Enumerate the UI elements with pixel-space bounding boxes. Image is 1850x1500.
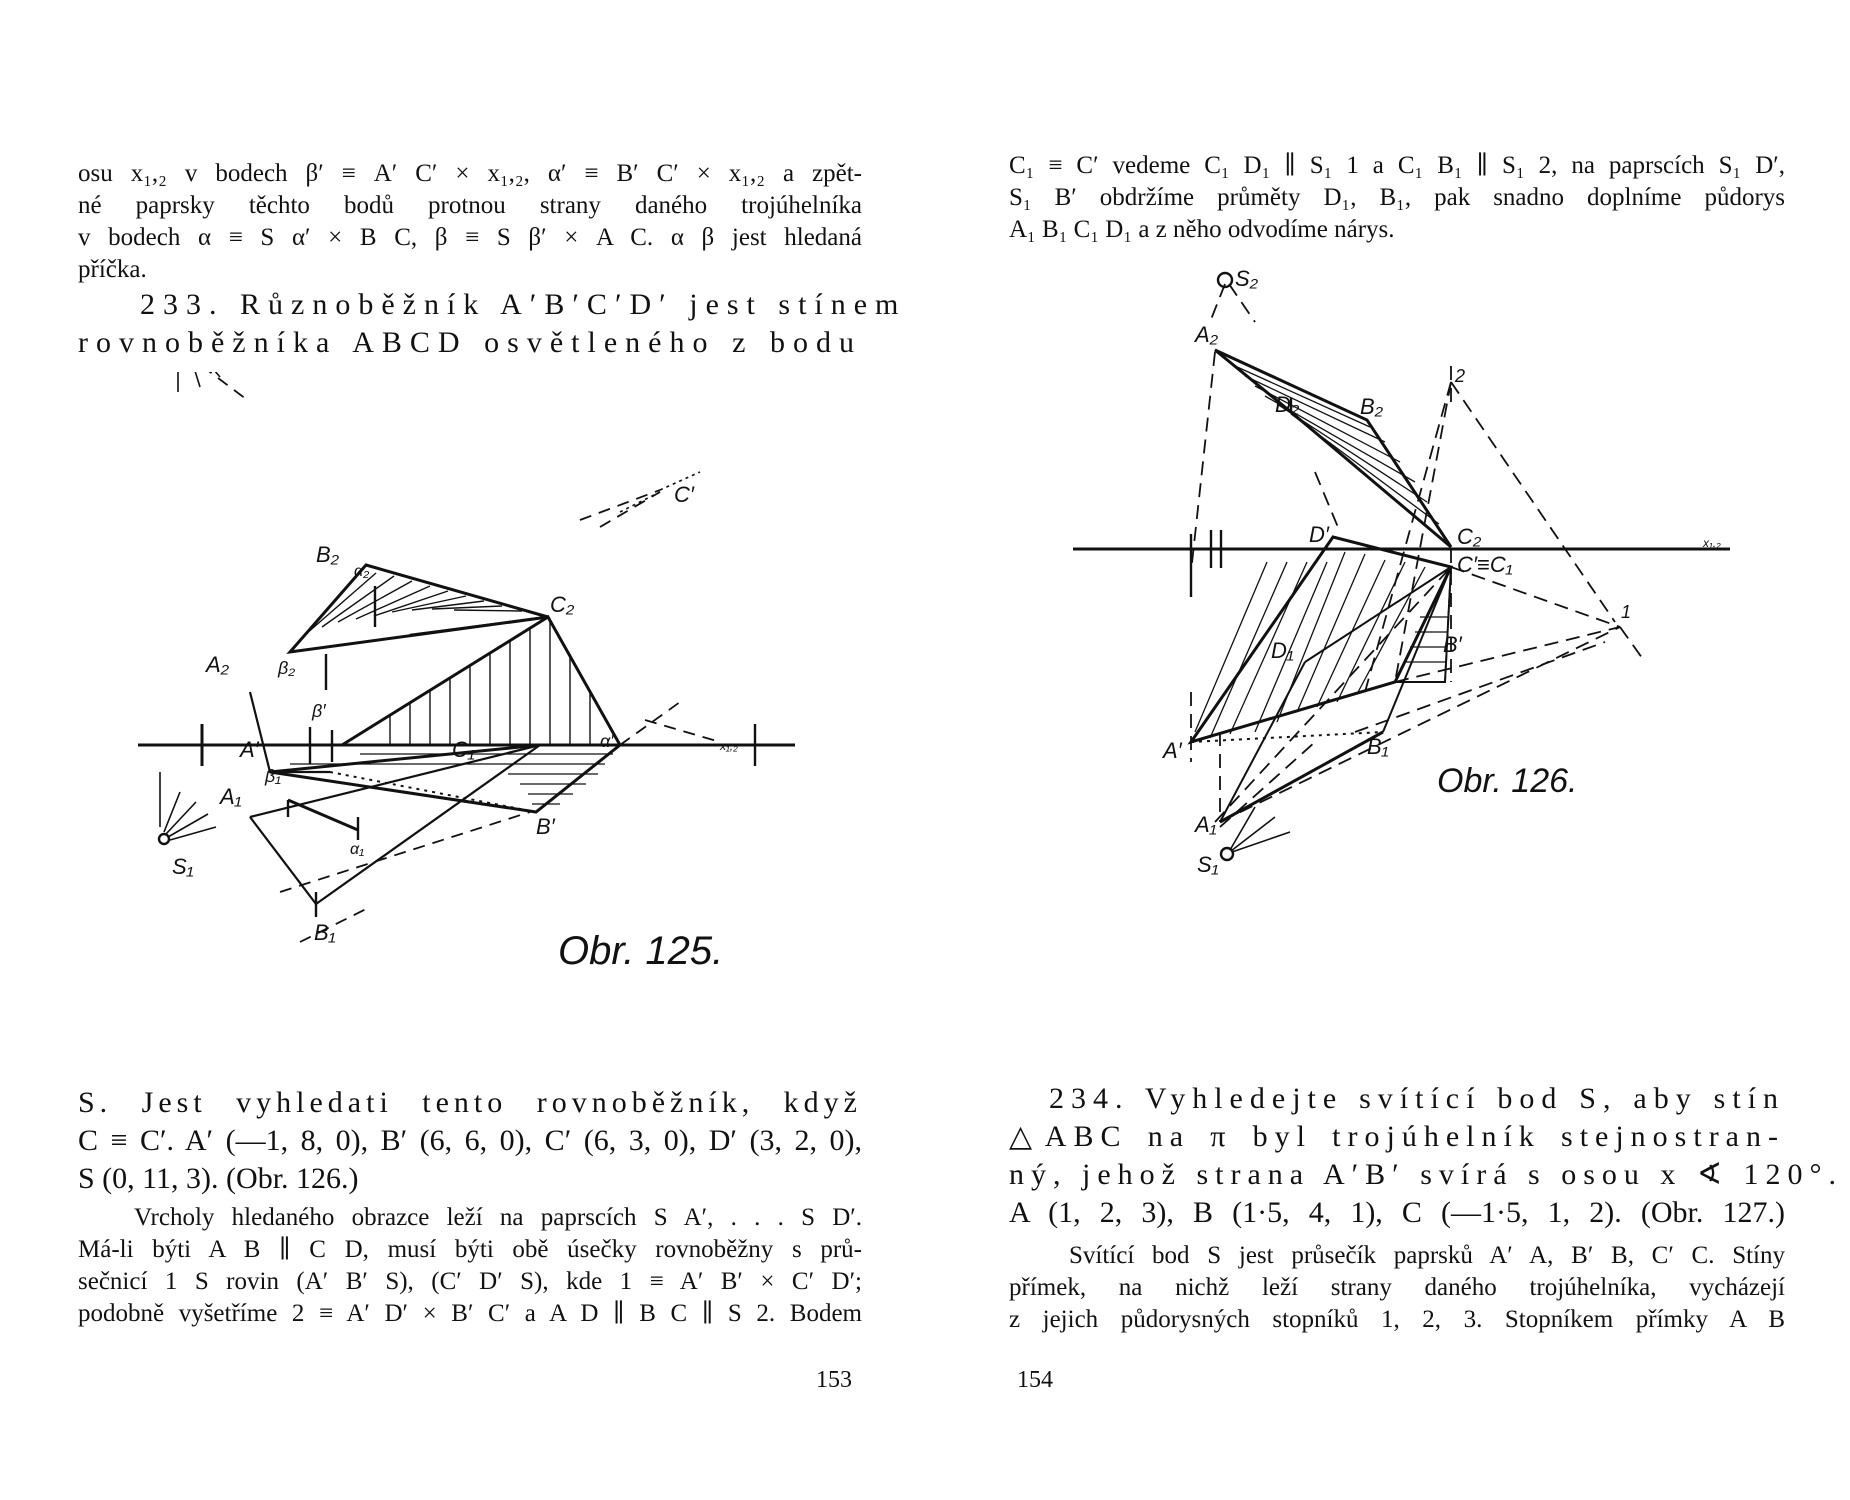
label-beta-prime: β′ — [312, 701, 326, 721]
problem-233-line: rovnoběžníka ABCD osvětleného z bodu — [78, 326, 862, 359]
label-CpC1: C′≡C₁ — [1457, 552, 1513, 577]
figure-126-caption: Obr. 126. — [1437, 762, 1578, 800]
problem-234-line: △ABC na π byl trojúhelník stejnostran- — [1009, 1120, 1785, 1153]
text-line: podobně vyšetříme 2 ≡ A′ D′ × B′ C′ a A D ∥ B C ∥ S 2. Bodem — [78, 1300, 862, 1327]
text-line: osu x₁,₂ v bodech β′ ≡ A′ C′ × x₁,₂, α′ ≡ B′ C′ × x₁,₂ a zpět- — [78, 160, 862, 187]
text-line: Svítící bod S jest průsečík paprsků A′ A, B′ B, C′ C. Stíny — [1069, 1242, 1785, 1269]
text-line: z jejich půdorysných stopníků 1, 2, 3. Stopníkem přímky A B — [1009, 1306, 1785, 1333]
label-Cp: C′ — [674, 482, 695, 507]
label-B2: B₂ — [316, 542, 340, 567]
label-C2: C₂ — [550, 592, 575, 617]
label-x12: x₁,₂ — [720, 739, 738, 753]
label-alpha-prime: α′ — [600, 731, 614, 751]
left-top-paragraph — [78, 158, 862, 286]
text-line: né paprsky těchto bodů protnou strany daného trojúhelníka — [78, 192, 862, 219]
label-S1: S₁ — [172, 854, 194, 879]
text-line: S. Jest vyhledati tento rovnoběžník, když — [78, 1086, 862, 1119]
label-alpha1: α₁ — [350, 841, 365, 858]
label-D1: D₁ — [1271, 638, 1294, 663]
text-line: přímek, na nichž leží strany daného trojúhelníka, vycházejí — [1009, 1274, 1785, 1301]
left-solution — [78, 1202, 862, 1330]
text-line: C ≡ C′. A′ (—1, 8, 0), B′ (6, 6, 0), C′ (6, 3, 0), D′ (3, 2, 0), — [78, 1124, 862, 1157]
text-line: Vrcholy hledaného obrazce leží na paprscích S A′, . . . S D′. — [134, 1204, 862, 1231]
label-A2: A₂ — [1195, 322, 1219, 347]
label-n1: 1 — [1621, 602, 1632, 622]
label-beta1: β₁ — [265, 766, 281, 786]
text-line: v bodech α ≡ S α′ × B C, β ≡ S β′ × A C. α β jest hledaná — [78, 224, 862, 251]
right-solution — [1009, 1240, 1785, 1336]
label-S2: S₂ — [1235, 266, 1259, 291]
label-B1: B₁ — [1367, 734, 1389, 759]
figure-125 — [60, 372, 860, 1052]
label-Ap: A′ — [240, 737, 259, 762]
label-A1: A₁ — [220, 784, 242, 809]
label-Ap: A′ — [1163, 738, 1182, 763]
figure-126 — [1065, 262, 1805, 1072]
label-A2: A₂ — [206, 652, 230, 677]
left-after-figure — [78, 1084, 862, 1198]
label-S1: S₁ — [1197, 852, 1219, 877]
text-line: S₁ B′ obdržíme průměty D₁, B₁, pak snadno doplníme půdorys — [1009, 184, 1785, 211]
right-page — [925, 0, 1850, 1500]
label-n2: 2 — [1455, 366, 1466, 386]
text-line: Má-li býti A B ∥ C D, musí býti obě úsečky rovnoběžny s prů- — [78, 1236, 862, 1263]
label-D2: D₂ — [1275, 392, 1300, 417]
page-number-left: 153 — [816, 1367, 852, 1393]
page-number-right: 154 — [1017, 1367, 1053, 1393]
label-B2: B₂ — [1360, 394, 1384, 419]
figure-125-caption: Obr. 125. — [558, 929, 724, 973]
label-x12: x₁,₂ — [1703, 536, 1721, 550]
label-A1: A₁ — [1195, 812, 1217, 837]
text-line: S (0, 11, 3). (Obr. 126.) — [78, 1162, 359, 1195]
label-B1: B₁ — [314, 920, 336, 945]
problem-233-line: 233. Různoběžník A′B′C′D′ jest stínem — [140, 288, 907, 321]
problem-234-line: A (1, 2, 3), B (1·5, 4, 1), C (—1·5, 1, 2). (Obr. 127.) — [1009, 1196, 1785, 1229]
text-line: A₁ B₁ C₁ D₁ a z něho odvodíme nárys. — [1009, 216, 1395, 243]
problem-234-line: 234. Vyhledejte svítící bod S, aby stín — [1049, 1082, 1785, 1115]
label-Dp: D′ — [1309, 522, 1330, 547]
text-line: sečnicí 1 S rovin (A′ B′ S), (C′ D′ S), kde 1 ≡ A′ B′ × C′ D′; — [78, 1268, 862, 1295]
right-top-paragraph — [1009, 150, 1785, 246]
label-C1: C₁ — [452, 737, 475, 762]
text-line: C₁ ≡ C′ vedeme C₁ D₁ ∥ S₁ 1 a C₁ B₁ ∥ S₁ 2, na paprscích S₁ D′, — [1009, 152, 1785, 179]
label-alpha2: α₂ — [354, 563, 370, 580]
problem-233 — [78, 286, 907, 362]
problem-234 — [1009, 1080, 1844, 1232]
label-beta2: β₂ — [278, 658, 296, 678]
problem-234-line: ný, jehož strana A′B′ svírá s osou x ∢ 120°. — [1009, 1158, 1844, 1191]
label-Bp: B′ — [1443, 632, 1462, 657]
label-C2: C₂ — [1457, 524, 1482, 549]
label-Bp: B′ — [536, 814, 555, 839]
text-line: příčka. — [78, 256, 147, 283]
